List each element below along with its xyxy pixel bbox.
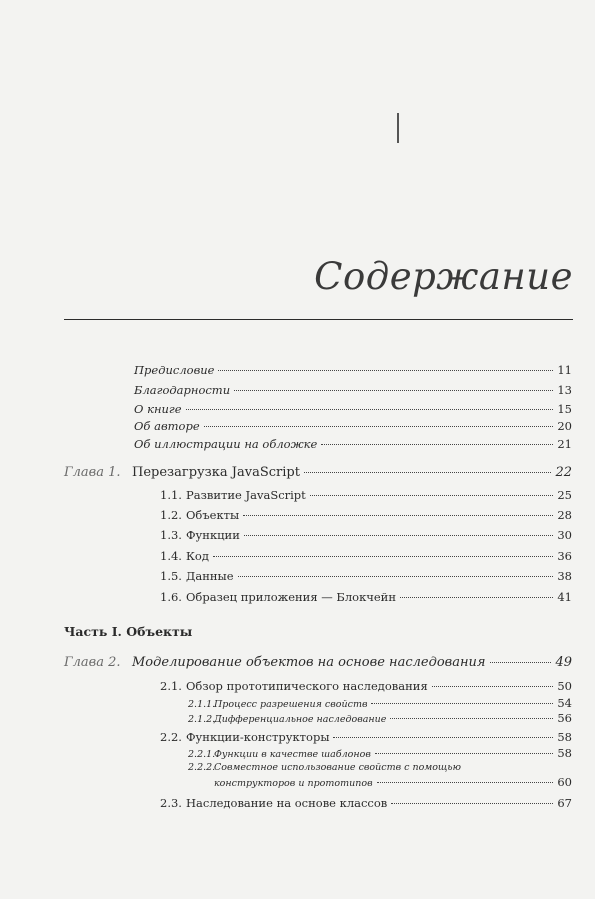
toc-entry-label: Благодарности — [134, 383, 231, 397]
dot-leader — [375, 753, 553, 754]
dot-leader — [213, 556, 553, 557]
section-title: Наследование на основе классов — [186, 796, 388, 810]
toc-page-number: 20 — [557, 419, 572, 433]
section-title: Образец приложения — Блокчейн — [186, 590, 397, 604]
subsection-title: Функции в качестве шаблонов — [214, 749, 371, 760]
section-title: Функции-конструкторы — [186, 730, 330, 744]
chapter-label: Глава 2. — [64, 655, 121, 670]
subsection-number: 2.1.1. — [188, 699, 216, 710]
toc-section-2-1 — [160, 679, 572, 693]
section-number: 2.3. — [160, 796, 182, 810]
dot-leader — [204, 426, 554, 427]
toc-section-2-2 — [160, 730, 572, 744]
dot-leader — [218, 370, 553, 371]
toc-page-number: 15 — [557, 402, 572, 416]
toc-entry-label: О книге — [134, 402, 182, 416]
dot-leader — [333, 737, 553, 738]
toc-subsection-2-1-1 — [188, 696, 572, 712]
dot-leader — [304, 472, 552, 473]
section-title: Объекты — [186, 508, 240, 522]
page-tick-mark — [397, 113, 399, 143]
toc-page-number: 11 — [557, 363, 572, 377]
toc-page-number: 28 — [557, 508, 572, 522]
toc-page-number: 30 — [557, 528, 572, 542]
dot-leader — [234, 390, 553, 391]
toc-page-number: 54 — [557, 696, 572, 710]
dot-leader — [391, 803, 553, 804]
toc-entry-label: Об авторе — [134, 419, 200, 433]
toc-section-1-3 — [160, 528, 572, 542]
toc-page-number: 36 — [557, 549, 572, 563]
toc-entry-about-book — [134, 402, 572, 416]
subsection-title-line2: конструкторов и прототипов — [214, 778, 373, 789]
dot-leader — [377, 782, 554, 783]
section-title: Код — [186, 549, 209, 563]
subsection-number: 2.2.1. — [188, 749, 216, 760]
section-title: Данные — [186, 569, 234, 583]
toc-section-2-3 — [160, 796, 572, 810]
toc-page-number: 38 — [557, 569, 572, 583]
toc-page-number: 56 — [557, 711, 572, 725]
subsection-title: Процесс разрешения свойств — [214, 699, 368, 710]
section-title: Функции — [186, 528, 240, 542]
toc-section-1-5 — [160, 569, 572, 583]
toc-page-number: 60 — [557, 775, 572, 789]
toc-subsection-2-1-2 — [188, 711, 572, 727]
dot-leader — [310, 495, 554, 496]
toc-section-1-1 — [160, 488, 572, 502]
toc-section-1-4 — [160, 549, 572, 563]
section-number: 1.3. — [160, 528, 182, 542]
toc-entry-acknowledgements — [134, 383, 572, 397]
dot-leader — [400, 597, 553, 598]
toc-section-1-2 — [160, 508, 572, 522]
toc-page-number: 41 — [557, 590, 572, 604]
dot-leader — [186, 409, 554, 410]
toc-chapter-1 — [64, 466, 572, 480]
toc-page-number: 58 — [557, 746, 572, 760]
toc-page-number: 25 — [557, 488, 572, 502]
toc-page-number: 22 — [555, 465, 572, 480]
toc-page-number: 21 — [557, 437, 572, 451]
page-title: Содержание — [314, 255, 573, 298]
dot-leader — [238, 576, 554, 577]
dot-leader — [244, 535, 553, 536]
toc-page-number: 67 — [557, 796, 572, 810]
subsection-title-line1: Совместное использование свойств с помощью — [214, 762, 461, 773]
section-title: Обзор прототипического наследования — [186, 679, 428, 693]
subsection-title: Дифференциальное наследование — [214, 714, 387, 725]
toc-page-number: 50 — [557, 679, 572, 693]
toc-subsection-2-2-2 — [188, 760, 572, 791]
toc-entry-label: Об иллюстрации на обложке — [134, 437, 318, 451]
chapter-label: Глава 1. — [64, 465, 121, 480]
subsection-number: 2.2.2. — [188, 762, 216, 773]
dot-leader — [321, 444, 553, 445]
toc-page-number: 49 — [555, 655, 572, 670]
toc-entry-cover-illustration — [134, 437, 572, 451]
section-number: 1.1. — [160, 488, 182, 502]
dot-leader — [390, 718, 553, 719]
section-number: 2.2. — [160, 730, 182, 744]
toc-page-number: 13 — [557, 383, 572, 397]
toc-chapter-2 — [64, 656, 572, 670]
dot-leader — [243, 515, 553, 516]
dot-leader — [432, 686, 554, 687]
toc-entry-about-author — [134, 419, 572, 433]
toc-section-1-6 — [160, 590, 572, 604]
toc-page-number: 58 — [557, 730, 572, 744]
section-number: 1.5. — [160, 569, 182, 583]
dot-leader — [490, 662, 552, 663]
chapter-title: Перезагрузка JavaScript — [132, 465, 300, 480]
title-rule — [64, 319, 573, 320]
toc-entry-preface — [134, 363, 572, 377]
chapter-title: Моделирование объектов на основе наследования — [132, 655, 486, 670]
section-number: 1.4. — [160, 549, 182, 563]
section-number: 1.2. — [160, 508, 182, 522]
toc-entry-label: Предисловие — [134, 363, 215, 377]
dot-leader — [371, 703, 553, 704]
section-number: 2.1. — [160, 679, 182, 693]
subsection-number: 2.1.2. — [188, 714, 216, 725]
section-number: 1.6. — [160, 590, 182, 604]
toc-part-1: Часть I. Объекты — [64, 624, 193, 639]
section-title: Развитие JavaScript — [186, 488, 306, 502]
